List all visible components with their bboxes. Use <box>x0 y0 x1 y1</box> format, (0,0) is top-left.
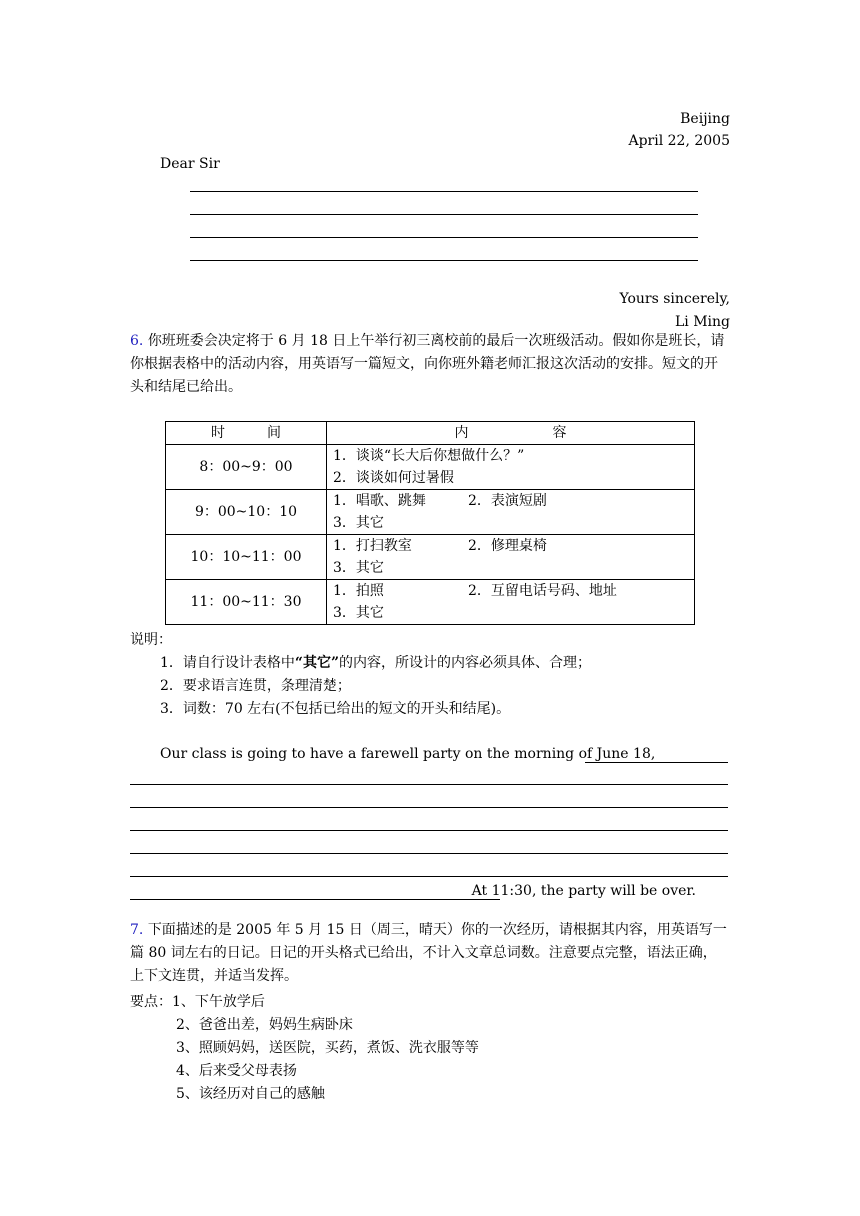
table-row <box>166 580 695 625</box>
writing-line <box>190 260 698 261</box>
row-line-2: 3．其它 <box>333 515 384 531</box>
writing-line <box>130 876 728 877</box>
writing-line <box>130 830 728 831</box>
q6-ending: At 11:30, the party will be over. <box>471 883 696 899</box>
header-content: 内 容 <box>327 422 695 445</box>
row-time: 10：10~11：00 <box>166 535 327 580</box>
letter-signature: Li Ming <box>674 314 730 330</box>
table-row <box>166 490 695 535</box>
row-item-1: 1．唱歌、跳舞 <box>333 493 426 509</box>
point-item-5: 5、该经历对自己的感触 <box>176 1086 325 1102</box>
row-item-1: 1．拍照 <box>333 583 384 599</box>
note-1-bold: “其它” <box>294 655 340 671</box>
q6-prompt <box>130 330 730 399</box>
row-content <box>327 535 695 580</box>
writing-line <box>585 762 728 763</box>
row-line-1: 1．谈谈“长大后你想做什么？” <box>333 448 525 464</box>
row-content <box>327 445 695 490</box>
point-item-1: 1、下午放学后 <box>172 994 265 1010</box>
table-row <box>166 445 695 490</box>
note-1-post: 的内容，所设计的内容必须具体、合理； <box>339 655 592 671</box>
q7-number: 7. <box>130 922 144 938</box>
writing-line <box>190 237 698 238</box>
q6-opening: Our class is going to have a farewell party on the morning of June 18, <box>160 746 656 762</box>
writing-line <box>130 807 728 808</box>
point-item-3: 3、照顾妈妈，送医院，买药，煮饭、洗衣服等等 <box>176 1040 479 1056</box>
letter-salutation: Dear Sir <box>160 156 220 172</box>
row-line-2: 3．其它 <box>333 605 384 621</box>
row-item-2: 2．表演短剧 <box>468 493 547 509</box>
row-content <box>327 490 695 535</box>
table-header-row <box>166 422 695 445</box>
q6-number: 6. <box>130 333 144 349</box>
letter-closing: Yours sincerely, <box>619 291 730 307</box>
point-item-4: 4、后来受父母表扬 <box>176 1063 297 1079</box>
row-item-2: 2．互留电话号码、地址 <box>468 583 617 599</box>
note-item-3: 3．词数：70 左右(不包括已给出的短文的开头和结尾)。 <box>160 701 511 717</box>
header-time: 时 间 <box>166 422 327 445</box>
q7-points-title <box>130 993 265 1011</box>
row-time: 9：00~10：10 <box>166 490 327 535</box>
row-time: 11：00~11：30 <box>166 580 327 625</box>
row-item-2: 2．修理桌椅 <box>468 538 547 554</box>
q7-prompt-text: 下面描述的是 2005 年 5 月 15 日（周三，晴天）你的一次经历，请根据其内容，用英语写一篇 80 词左右的日记。日记的开头格式已给出，不计入文章总词数。注意要点完整，语法正确，上下文连贯，并适当发挥。 <box>130 922 727 984</box>
note-1-pre: 1．请自行设计表格中 <box>160 655 295 671</box>
writing-line <box>130 853 728 854</box>
q6-prompt-text: 你班班委会决定将于 6 月 18 日上午举行初三离校前的最后一次班级活动。假如你是班长，请你根据表格中的活动内容，用英语写一篇短文，向你班外籍老师汇报这次活动的安排。短文的开头和结尾已给出。 <box>130 333 725 395</box>
q7-prompt <box>130 919 730 988</box>
row-time: 8：00~9：00 <box>166 445 327 490</box>
table-row <box>166 535 695 580</box>
note-item-1 <box>160 654 591 672</box>
row-line-2: 2．谈谈如何过暑假 <box>333 470 454 486</box>
letter-date: April 22, 2005 <box>628 133 730 149</box>
row-content <box>327 580 695 625</box>
point-item-2: 2、爸爸出差，妈妈生病卧床 <box>176 1017 353 1033</box>
row-item-1: 1．打扫教室 <box>333 538 412 554</box>
writing-line <box>190 191 698 192</box>
letter-place: Beijing <box>680 111 730 127</box>
notes-title: 说明： <box>130 632 172 648</box>
note-item-2: 2．要求语言连贯，条理清楚； <box>160 678 351 694</box>
points-label: 要点： <box>130 994 172 1010</box>
writing-line <box>130 899 500 900</box>
writing-line <box>190 214 698 215</box>
row-line-2: 3．其它 <box>333 560 384 576</box>
schedule-table <box>165 421 695 625</box>
writing-line <box>130 784 728 785</box>
